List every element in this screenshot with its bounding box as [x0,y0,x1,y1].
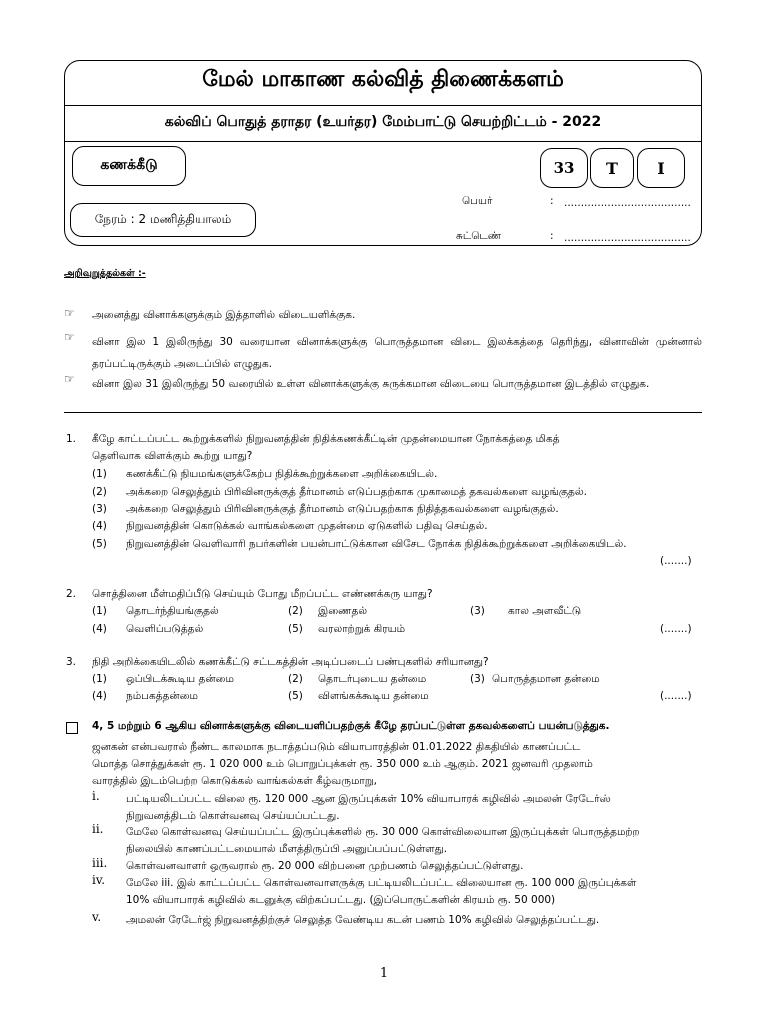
code-box-2-text: T [606,158,618,178]
name-colon: : [550,195,554,207]
q2-option-1-label: (1) [92,605,107,617]
code-box-1-text: 33 [553,159,575,177]
q1-number: 1. [66,433,77,445]
q2-option-1-text: தொடர்ந்தியங்குதல் [126,605,219,617]
q3-option-3-label: (3) [470,673,485,685]
q3-text: நிதி அறிக்கையிடலில் கணக்கீட்டு சட்டகத்தின் அடிப்படைப் பண்புகளில் சரியானது? [92,656,489,668]
q2-option-4-label: (4) [92,623,107,635]
code-box-3 [637,148,685,188]
instruction-2: வினா இல 1 இலிருந்து 30 வரையான வினாக்களுக்கு பொருத்தமான விடை இலக்கத்தை தெரிந்து, வினாவின் முன்னால் தரப்பட்டிருக்கும் அடைப்பில் எழுதுக. [92,336,702,370]
q1-option-5-text: நிறுவனத்தின் வெளிவாரி நபர்களின் பயன்பாட்டுக்கான விசேட நோக்க நிதிக்கூற்றுக்களை அறிக்கையிடல். [126,538,627,550]
q3-option-5-label: (5) [288,690,303,702]
code-box-1 [540,148,588,188]
scenario-item-4-roman: iv. [92,873,106,887]
q3-option-1-label: (1) [92,673,107,685]
scenario-item-2-line1: மேலே கொள்வனவு செய்யப்பட்ட இருப்புக்களில் ரூ. 30 000 கொள்விலையான இருப்புக்கள் பொருத்தமற்ற [126,826,640,838]
department-title: மேல் மாகாண கல்வித் திணைக்களம் [202,66,564,92]
scenario-item-3-line1: கொள்வனவாளர் ஒருவரால் ரூ. 20 000 விற்பனை முற்பணம் செலுத்தப்பட்டுள்ளது. [126,860,524,872]
q3-option-4-text: நம்பகத்தன்மை [126,690,198,702]
page-number: 1 [379,966,389,981]
q1-option-2-text: அக்கறை செலுத்தும் பிரிவினருக்குத் தீர்மானம் எடுப்பதற்காக முகாமைத் தகவல்களை வழங்குதல். [126,486,587,498]
name-label: பெயர் [462,195,493,207]
pointing-hand-icon: ☞ [64,306,75,320]
instructions-heading: அறிவுறுத்தல்கள் :- [64,268,146,279]
scenario-item-1-line2: நிறுவனத்திடம் கொள்வனவு செய்யப்பட்டது. [126,810,340,822]
header-divider-1 [65,105,701,106]
q2-option-2-text: இணைதல் [318,605,368,617]
q3-option-4-label: (4) [92,690,107,702]
q3-option-2-text: தொடர்புடைய தன்மை [318,673,427,685]
program-title: கல்விப் பொதுத் தராதர (உயர்தர) மேம்பாட்டு செயற்றிட்டம் - 2022 [164,114,602,130]
q2-number: 2. [66,588,77,600]
q1-answer-blank[interactable]: (.......) [660,555,692,567]
q1-option-4-label: (4) [92,520,107,532]
q1-option-3-label: (3) [92,503,107,515]
scenario-intro-line1: ஜனகன் என்பவரால் நீண்ட காலமாக நடாத்தப்படும் வியாபாரத்தின் 01.01.2022 திகதியில் காணப்பட்ட [92,741,581,753]
scenario-intro-line3: வாரத்தில் இடம்பெற்ற கொடுக்கல் வாங்கல்கள் கீழ்வருமாறு, [92,775,378,787]
q3-option-2-label: (2) [288,673,303,685]
q3-option-3-text: பொருத்தமான தன்மை [492,673,600,685]
scenario-item-1-roman: i. [92,789,100,803]
q3-option-1-text: ஒப்பிடக்கூடிய தன்மை [126,673,234,685]
pointing-hand-icon: ☞ [64,330,75,344]
code-box-3-text: I [657,158,665,178]
q1-text-line1: கீழே காட்டப்பட்ட கூற்றுக்களில் நிறுவனத்தின் நிதிக்கணக்கீட்டின் முதன்மையான நோக்கத்தை மிகத் [92,433,560,445]
q2-option-3-label: (3) [470,605,485,617]
q2-option-4-text: வெளிப்படுத்தல் [126,623,204,635]
empty-checkbox-icon [66,722,78,734]
q1-option-1-label: (1) [92,468,107,480]
q2-option-5-text: வரலாற்றுக் கிரயம் [318,623,406,635]
subject-label: கணக்கீடு [100,157,158,173]
index-colon: : [550,230,554,242]
q3-number: 3. [66,656,77,668]
q1-option-3-text: அக்கறை செலுத்தும் பிரிவினருக்குத் தீர்மானம் எடுப்பதற்காக நிதித்தகவல்களை வழங்குதல். [126,503,559,515]
scenario-intro-line2: மொத்த சொத்துக்கள் ரூ. 1 020 000 உம் பொறுப்புக்கள் ரூ. 350 000 உம் ஆகும். 2021 ஜனவரி முதலாம் [92,758,593,770]
q1-option-5-label: (5) [92,538,107,550]
scenario-item-2-line2: நிலையில் காணப்பட்டமையால் மீளத்திருப்பி அனுப்பப்பட்டுள்ளது. [126,843,448,855]
q2-option-5-label: (5) [288,623,303,635]
duration-text: நேரம் : 2 மணித்தியாலம் [94,212,232,226]
q3-option-5-text: விளங்கக்கூடிய தன்மை [318,690,429,702]
subject-pill [72,146,186,186]
q2-option-3-text: கால அளவீட்டு [508,605,582,617]
q1-option-2-label: (2) [92,486,107,498]
q1-text-line2: தெளிவாக விளக்கும் கூற்று யாது? [92,450,253,462]
scenario-item-1-line1: பட்டியலிடப்பட்ட விலை ரூ. 120 000 ஆன இருப்புக்கள் 10% வியாபாரக் கழிவில் அமலன் ரேடேர்ஸ் [126,793,611,805]
name-blank[interactable]: ...................................... [564,197,691,209]
instructions-rule [64,412,702,413]
scenario-item-4-line1: மேலே iii. இல் காட்டப்பட்ட கொள்வனவாளருக்கு பட்டியலிடப்பட்ட விலையான ரூ. 100 000 இருப்புக்கள் [126,877,637,889]
q2-option-2-label: (2) [288,605,303,617]
index-label: சுட்டெண் [456,230,502,242]
pointing-hand-icon: ☞ [64,372,75,386]
scenario-item-5-roman: v. [92,910,102,924]
q1-option-4-text: நிறுவனத்தின் கொடுக்கல் வாங்கல்களை முதன்மை ஏடுகளில் பதிவு செய்தல். [126,520,488,532]
q3-answer-blank[interactable]: (.......) [660,690,692,702]
header-divider-2 [65,141,701,142]
instruction-3: வினா இல 31 இலிருந்து 50 வரையில் உள்ள வினாக்களுக்கு சுருக்கமான விடையை பொருத்தமான இடத்தில் எழுதுக. [92,378,650,390]
scenario-item-5-line1: அமலன் ரேடேர்ஜ் நிறுவனத்திற்குச் செலுத்த வேண்டிய கடன் பணம் 10% கழிவில் செலுத்தப்பட்டது. [126,914,600,926]
scenario-item-4-line2: 10% வியாபாரக் கழிவில் கடனுக்கு விற்கப்பட்டது. (இப்பொருட்களின் கிரயம் ரூ. 50 000) [126,894,556,906]
index-blank[interactable]: ...................................... [564,232,691,244]
scenario-heading: 4, 5 மற்றும் 6 ஆகிய வினாக்களுக்கு விடையளிப்பதற்குக் கீழே தரப்பட்டுள்ள தகவல்களைப் பயன்படுத்துக. [92,720,610,732]
q2-answer-blank[interactable]: (.......) [660,623,692,635]
scenario-item-3-roman: iii. [92,856,108,870]
duration-pill [70,203,256,237]
q1-option-1-text: கணக்கீட்டு நியமங்களுக்கேற்ப நிதிக்கூற்றுக்களை அறிக்கையிடல். [126,468,438,480]
q2-text: சொத்தினை மீள்மதிப்பீடு செய்யும் போது மீறப்பட்ட எண்ணக்கரு யாது? [92,588,433,600]
scenario-item-2-roman: ii. [92,822,104,836]
instruction-1: அனைத்து வினாக்களுக்கும் இத்தாளில் விடையளிக்குக. [92,309,356,321]
code-box-2 [590,148,634,188]
